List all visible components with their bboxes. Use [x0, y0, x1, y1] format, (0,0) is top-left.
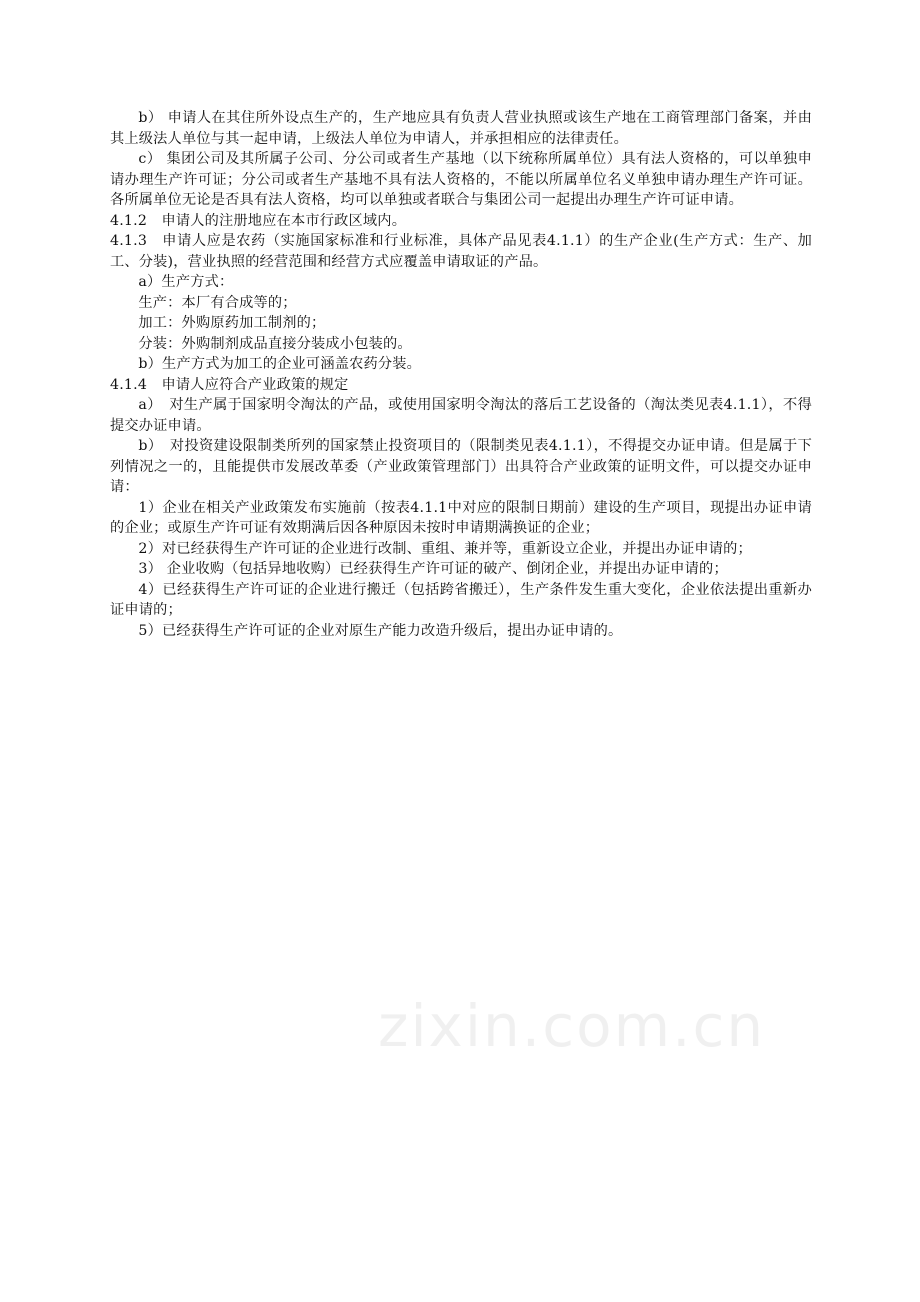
clause-4-1-3: 4.1.3 申请人应是农药（实施国家标准和行业标准，具体产品见表4.1.1）的生产企业(生产方式：生产、加工、分装)，营业执照的经营范围和经营方式应覆盖申请取证的产品。 [110, 233, 812, 270]
production-mode-produce: 生产：本厂有合成等的； [138, 294, 297, 311]
clause-4-1-4: 4.1.4 申请人应符合产业政策的规定 [110, 376, 349, 393]
production-mode-heading: a）生产方式： [138, 274, 234, 290]
exception-item-3: 3） 企业收购（包括异地收购）已经获得生产许可证的破产、倒闭企业，并提出办证申请的； [138, 561, 728, 577]
paragraph-4-1-1-b: b） 申请人在其住所外设点生产的，生产地应具有负责人营业执照或该生产地在工商管理部门备案，并由其上级法人单位与其一起申请，上级法人单位为申请人，并承担相应的法律责任。 [110, 110, 812, 147]
clause-4-1-4-b: b） 对投资建设限制类所列的国家禁止投资项目的（限制类见表4.1.1），不得提交办证申请。但是属于下列情况之一的，且能提供市发展改革委（产业政策管理部门）出具符合产业政策的证明文件，可以提交办证申请： [110, 438, 812, 495]
paragraph-4-1-1-c: c） 集团公司及其所属子公司、分公司或者生产基地（以下统称所属单位）具有法人资格的，可以单独申请办理生产许可证；分公司或者生产基地不具有法人资格的，不能以所属单位名义单独申请办理生产许可证。各所属单位无论是否具有法人资格，均可以单独或者联合与集团公司一起提出办理生产许可证申请。 [110, 151, 812, 208]
production-mode-note: b）生产方式为加工的企业可涵盖农药分装。 [138, 356, 422, 372]
clause-4-1-2: 4.1.2 申请人的注册地应在本市行政区域内。 [110, 212, 407, 229]
clause-4-1-4-a: a） 对生产属于国家明令淘汰的产品，或使用国家明令淘汰的落后工艺设备的（淘汰类见表4.1.1），不得提交办证申请。 [110, 397, 812, 434]
document-body [110, 108, 812, 641]
watermark: zixin.com.cn [378, 992, 766, 1060]
exception-item-4: 4）已经获得生产许可证的企业进行搬迁（包括跨省搬迁），生产条件发生重大变化，企业依法提出重新办证申请的； [110, 581, 812, 618]
production-mode-process: 加工：外购原药加工制剂的； [138, 315, 326, 331]
exception-item-2: 2）对已经获得生产许可证的企业进行改制、重组、兼并等，重新设立企业，并提出办证申请的； [138, 540, 752, 557]
exception-item-5: 5）已经获得生产许可证的企业对原生产能力改造升级后，提出办证申请的。 [138, 622, 623, 639]
production-mode-package: 分装：外购制剂成品直接分装成小包装的。 [138, 335, 412, 352]
exception-item-1: 1）企业在相关产业政策发布实施前（按表4.1.1中对应的限制日期前）建设的生产项目，现提出办证申请的企业；或原生产许可证有效期满后因各种原因未按时申请期满换证的企业； [110, 499, 812, 536]
